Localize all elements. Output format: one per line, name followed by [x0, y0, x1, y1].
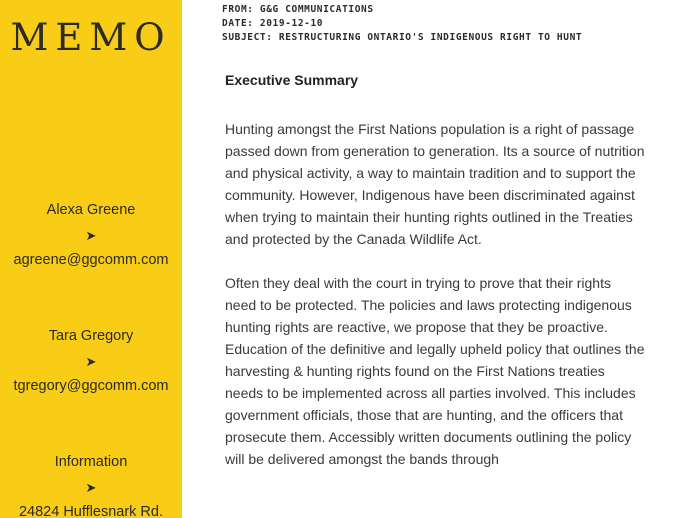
contact-name: Tara Gregory	[48, 328, 134, 344]
header-date: DATE: 2019-12-10	[222, 18, 324, 29]
arrow-icon: ➤	[85, 480, 97, 495]
header-from: FROM: G&G COMMUNICATIONS	[222, 4, 374, 15]
contact-information	[0, 450, 182, 518]
memo-title: MEMO	[10, 16, 172, 59]
contact-email[interactable]: agreene@ggcomm.com	[13, 252, 169, 268]
memo-header	[222, 3, 582, 45]
header-subject: SUBJECT: RESTRUCTURING ONTARIO'S INDIGENOUS RIGHT TO HUNT	[222, 32, 583, 43]
arrow-icon: ➤	[85, 354, 97, 369]
contact-alexa-greene	[0, 198, 182, 273]
sidebar	[0, 0, 182, 518]
contact-name: Information	[54, 454, 128, 470]
contact-tara-gregory	[0, 324, 182, 399]
contact-address: 24824 Hufflesnark Rd.	[18, 504, 164, 518]
contact-name: Alexa Greene	[46, 202, 136, 218]
section-title: Executive Summary	[225, 72, 359, 88]
arrow-icon: ➤	[85, 228, 97, 243]
contact-email[interactable]: tgregory@ggcomm.com	[13, 378, 169, 394]
body-paragraph: Hunting amongst the First Nations population is a right of passage passed down from generation to generation. Its a source of nutrition and physical activity, a way to maintain tradition and to support the community. However, Indigenous have been discriminated against when trying to maintain their hunting rights outlined in the Treaties and protected by the Canada Wildlife Act.	[225, 121, 645, 247]
memo-body	[225, 68, 645, 492]
body-paragraph: Often they deal with the court in trying to prove that their rights need to be protected. The policies and laws protecting indigenous hunting rights are reactive, we propose that they be proactive. Education of the definitive and legally upheld policy that outlines the harvesting & hunting rights found on the First Nations treaties needs to be implemented across all parties involved. This includes government officials, those that are hunting, and the officers that prosecute them. Accessibly written documents outlining the policy will be delivered amongst the bands through	[225, 275, 645, 467]
